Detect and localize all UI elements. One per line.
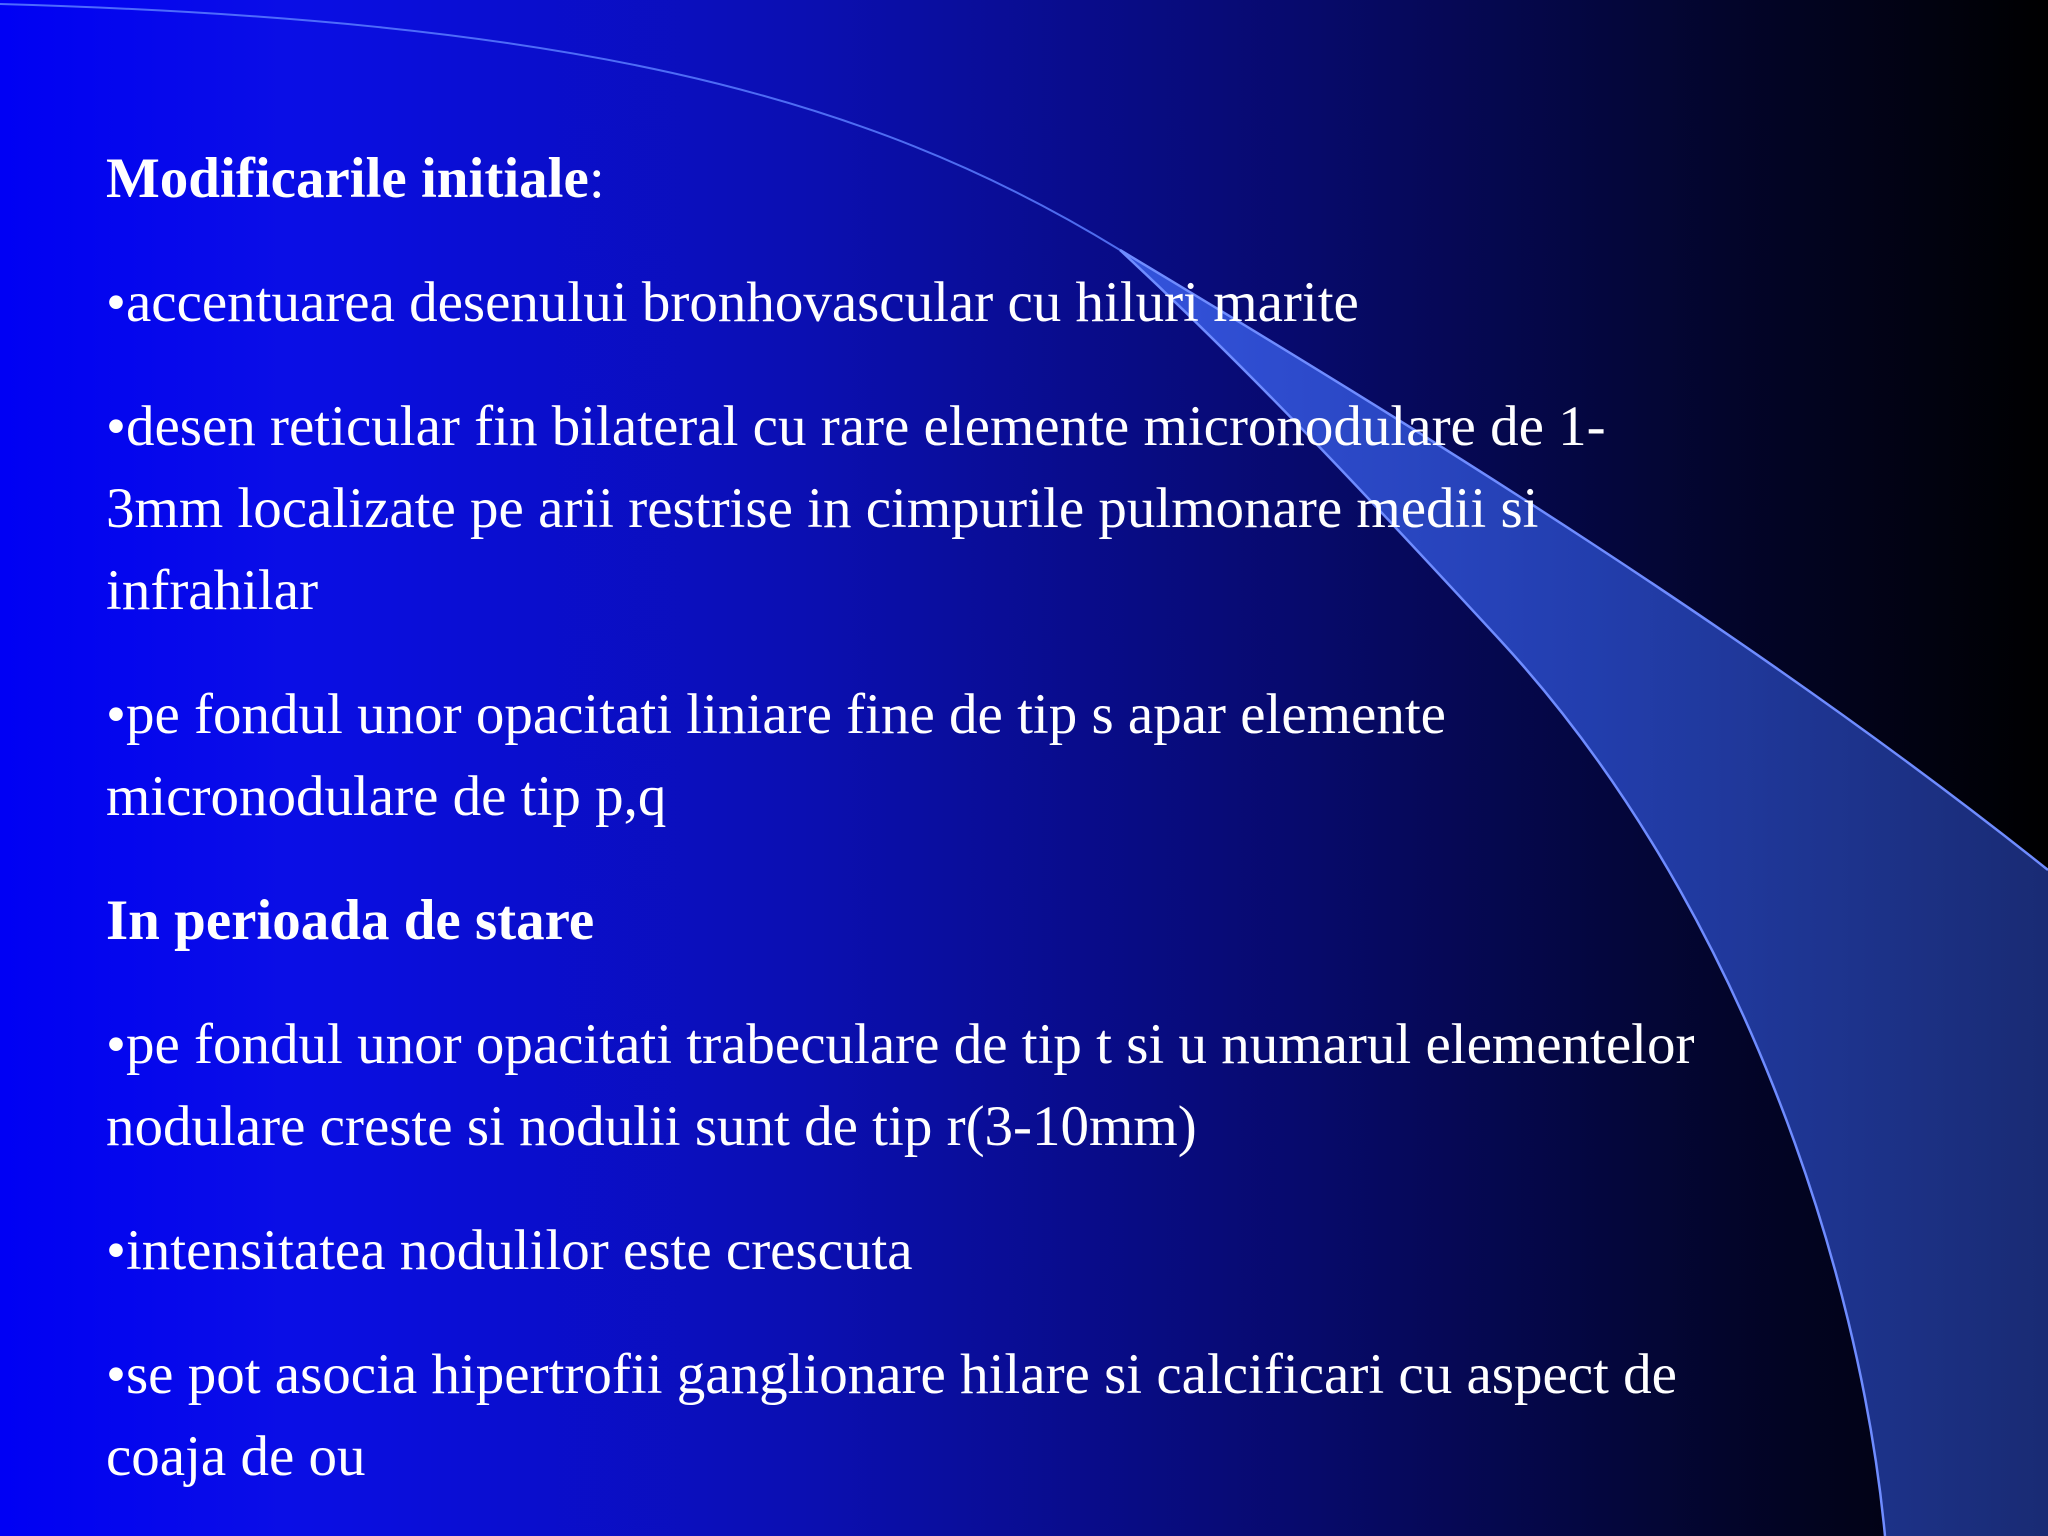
- bullet-item: [106, 1334, 2036, 1498]
- bullet-symbol: •: [106, 395, 126, 458]
- bullet-line: [106, 674, 2036, 756]
- bullet-symbol: •: [106, 1343, 126, 1406]
- bullet-line: [106, 386, 2036, 468]
- bullet-line: micronodulare de tip p,q: [106, 765, 667, 828]
- bullet-symbol: •: [106, 271, 126, 334]
- bullet-text: accentuarea desenului bronhovascular cu hiluri marite: [125, 271, 1359, 334]
- bullet-line: nodulare creste si nodulii sunt de tip r(3-10mm): [106, 1095, 1197, 1158]
- bullet-line: [106, 1004, 2036, 1086]
- bullet-text: se pot asocia hipertrofii ganglionare hilare si calcificari cu aspect de: [125, 1343, 1677, 1406]
- bullet-text: desen reticular fin bilateral cu rare elemente micronodulare de 1-: [125, 395, 1606, 458]
- bullet-text: pe fondul unor opacitati liniare fine de tip s apar elemente: [125, 683, 1446, 746]
- heading-colon: :: [588, 147, 605, 210]
- bullet-item: [106, 674, 2036, 838]
- bullet-line: 3mm localizate pe arii restrise in cimpurile pulmonare medii si: [106, 477, 1539, 540]
- bullet-symbol: •: [106, 1219, 126, 1282]
- heading-text: Modificarile initiale: [106, 147, 589, 210]
- bullet-text: pe fondul unor opacitati trabeculare de tip t si u numarul elementelor: [125, 1013, 1695, 1076]
- bullet-symbol: •: [106, 1013, 126, 1076]
- section-heading-initial: [106, 138, 2036, 220]
- slide-content: [106, 138, 2036, 1498]
- bullet-item: [106, 386, 2036, 632]
- bullet-symbol: •: [106, 683, 126, 746]
- section-heading-stare: In perioada de stare: [106, 889, 595, 952]
- bullet-item: [106, 1210, 2036, 1292]
- bullet-text: intensitatea nodulilor este crescuta: [125, 1219, 913, 1282]
- bullet-line: [106, 1334, 2036, 1416]
- bullet-line: infrahilar: [106, 559, 319, 622]
- bullet-line: coaja de ou: [106, 1425, 366, 1488]
- bullet-item: [106, 1004, 2036, 1168]
- bullet-item: [106, 262, 2036, 344]
